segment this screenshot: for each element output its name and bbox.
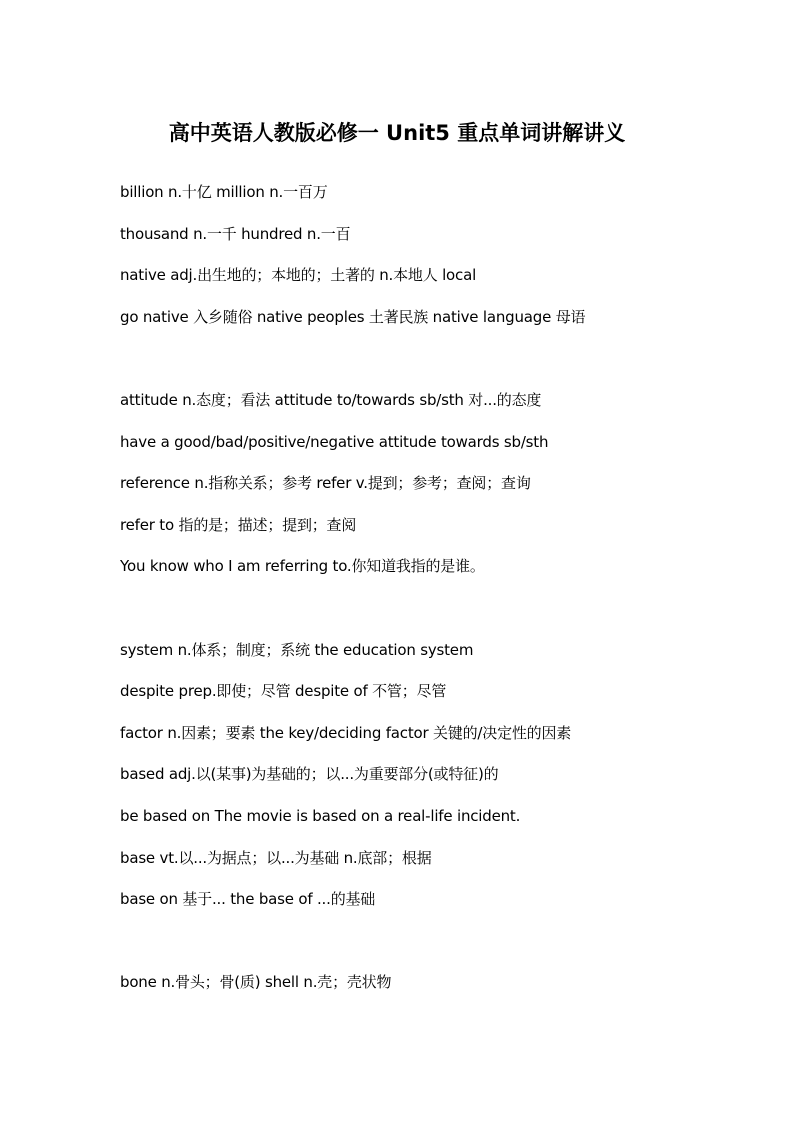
blank-line	[120, 596, 760, 638]
vocab-line-16: be based on The movie is based on a real-life incident.	[120, 806, 521, 825]
vocab-line-20: bone n.骨头；骨(质) shell n.壳；壳状物	[120, 973, 392, 992]
vocabulary-list	[120, 180, 760, 1012]
vocab-line-6: attitude n.态度；看法 attitude to/towards sb/sth 对...的态度	[120, 390, 542, 409]
vocab-line-3: native adj.出生地的；本地的；土著的 n.本地人 local	[120, 266, 477, 285]
document-title: 高中英语人教版必修一 Unit5 重点单词讲解讲义	[168, 121, 626, 145]
vocab-line-12: system n.体系；制度；系统 the education system	[120, 640, 474, 659]
vocab-line-14: factor n.因素；要素 the key/deciding factor 关键的/决定性的因素	[120, 723, 572, 742]
vocab-line-2: thousand n.一千 hundred n.一百	[120, 224, 351, 243]
vocab-line-9: refer to 指的是；描述；提到；查阅	[120, 515, 357, 534]
vocab-line-17: base vt.以...为据点；以...为基础 n.底部；根据	[120, 848, 432, 867]
vocab-line-15: based adj.以(某事)为基础的；以...为重要部分(或特征)的	[120, 765, 499, 784]
vocab-line-4: go native 入乡随俗 native peoples 土著民族 native language 母语	[120, 307, 586, 326]
vocab-line-18: base on 基于... the base of ...的基础	[120, 890, 376, 909]
vocab-line-10: You know who I am referring to.你知道我指的是谁。	[120, 557, 485, 576]
vocab-line-8: reference n.指称关系；参考 refer v.提到；参考；查阅；查询	[120, 474, 531, 493]
blank-line	[120, 346, 760, 388]
vocab-line-1: billion n.十亿 million n.一百万	[120, 183, 328, 201]
blank-line	[120, 929, 760, 971]
vocab-line-7: have a good/bad/positive/negative attitude towards sb/sth	[120, 432, 549, 451]
vocab-line-13: despite prep.即使；尽管 despite of 不管；尽管	[120, 682, 447, 701]
